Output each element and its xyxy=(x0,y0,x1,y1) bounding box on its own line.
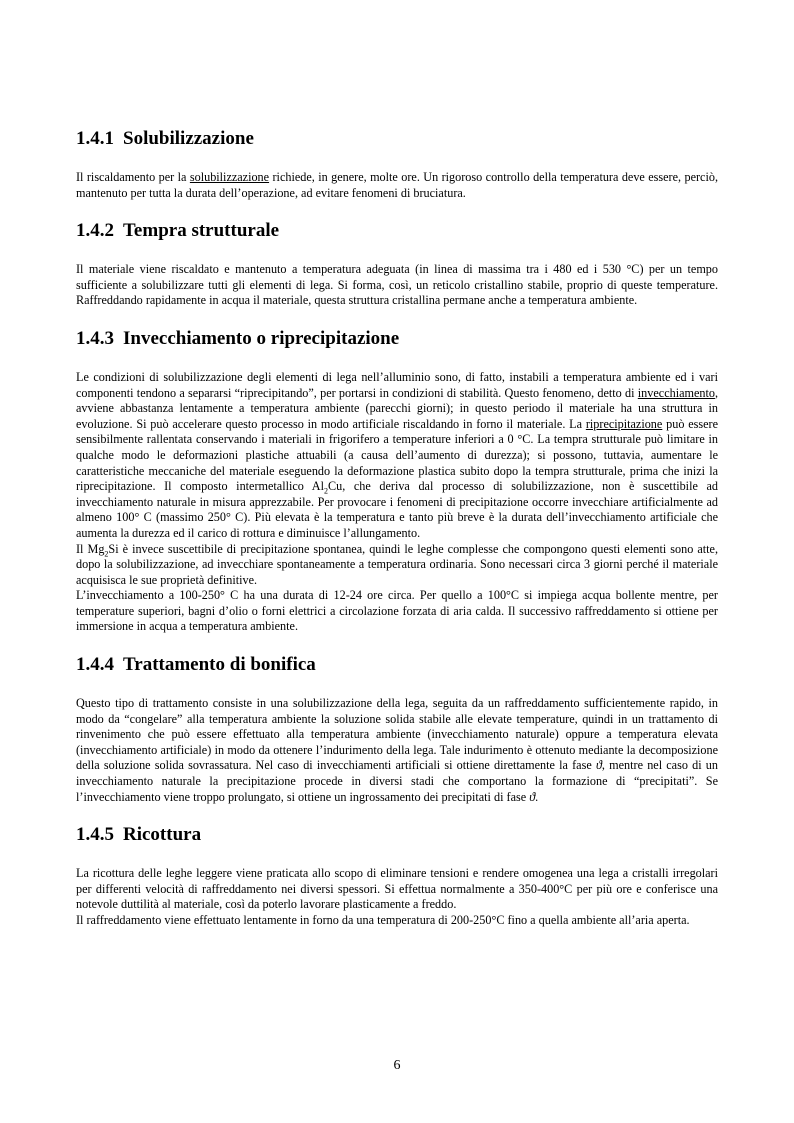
paragraph: L’invecchiamento a 100-250° C ha una durata di 12-24 ore circa. Per quello a 100°C si impiega acqua bollente mentre, per temperature superiori, bagni d’olio o forni elettrici a circolazione forzata di aria calda. Il successivo raffreddamento si ottiene per immersione in acqua a temperatura ambiente. xyxy=(76,588,718,634)
section-title: Ricottura xyxy=(123,824,202,846)
section-title: Tempra strutturale xyxy=(123,220,280,242)
theta-symbol: ϑ xyxy=(595,758,602,773)
section-invecchiamento xyxy=(76,328,718,635)
section-number: 1.4.5 xyxy=(76,824,114,846)
paragraph xyxy=(76,370,718,542)
text-run: Le condizioni di solubilizzazione degli elementi di lega nell’alluminio sono, di fatto, instabili a temperatura ambiente ed i vari componenti tendono a separarsi “riprecipitando”, per portarsi in condizioni di stabilità. Questo fenomeno, detto di xyxy=(76,369,718,400)
section-number: 1.4.1 xyxy=(76,128,114,149)
section-heading xyxy=(76,654,718,676)
section-ricottura xyxy=(76,824,718,928)
subscript: 2 xyxy=(104,548,109,558)
section-number: 1.4.3 xyxy=(76,327,114,349)
text-run: . xyxy=(535,789,539,804)
section-bonifica xyxy=(76,654,718,805)
section-tempra-strutturale xyxy=(76,220,718,309)
subscript: 2 xyxy=(323,486,328,496)
section-solubilizzazione xyxy=(76,128,718,201)
section-heading xyxy=(76,824,718,846)
underlined-term: invecchiamento xyxy=(637,385,715,400)
section-heading xyxy=(76,128,718,150)
paragraph xyxy=(76,170,718,201)
text-run: richiede, in genere, molte ore. Un rigoroso controllo della temperatura deve essere, perciò, mantenuto per tutta la durata dell’operazione, ad evitare fenomeni di bruciatura. xyxy=(76,170,718,200)
text-run: , mentre nel caso di un invecchiamento naturale la precipitazione procede in diversi stadi che comportano la formazione di “precipitati”. Se l’invecchiamento viene troppo prolungato, si ottiene un ingrossamento dei precipitati di fase xyxy=(76,758,718,804)
text-run: Il Mg xyxy=(76,541,105,556)
paragraph: La ricottura delle leghe leggere viene praticata allo scopo di eliminare tensioni e rendere omogenea una lega a cristalli irregolari per differenti velocità di raffreddamento nei diversi spessori. Si effettua normalmente a 350-400°C per più ore e conferisce una notevole duttilità al materiale, così da poterlo lavorare plasticamente a freddo. xyxy=(76,866,718,912)
paragraph xyxy=(76,542,718,589)
underlined-term: riprecipitazione xyxy=(585,416,663,431)
section-title: Solubilizzazione xyxy=(123,128,254,149)
underlined-term: solubilizzazione xyxy=(189,170,270,184)
section-title: Invecchiamento o riprecipitazione xyxy=(123,327,400,349)
section-heading xyxy=(76,220,718,242)
paragraph: Il materiale viene riscaldato e mantenuto a temperatura adeguata (in linea di massima tra i 480 ed i 530 °C) per un tempo sufficiente a solubilizzare tutti gli elementi di lega. Si forma, così, un reticolo cristallino stabile, proprio di queste temperature. Raffreddando rapidamente in acqua il materiale, questa struttura cristallina permane anche a temperatura ambiente. xyxy=(76,262,718,308)
text-run: Il riscaldamento per la xyxy=(76,170,190,184)
text-run: , avviene abbastanza lentamente a temperatura ambiente (parecchi giorni); in questo periodo il materiale ha una struttura in evoluzione. Si può accelerare questo processo in modo artificiale riscaldando in forno il materiale. La xyxy=(76,385,718,431)
document-page xyxy=(76,128,718,948)
text-run: Si è invece suscettibile di precipitazione spontanea, quindi le leghe complesse che compongono questi elementi sono atte, dopo la solubilizzazione, ad invecchiare spontaneamente a temperatura ordinaria. Sono necessari circa 3 giorni perché il materiale acquisisca le sue proprietà definitive. xyxy=(76,541,718,587)
section-title: Trattamento di bonifica xyxy=(123,654,316,676)
section-number: 1.4.4 xyxy=(76,654,114,676)
text-run: Questo tipo di trattamento consiste in una solubilizzazione della lega, seguita da un raffreddamento sufficientemente rapido, in modo da “congelare” alla temperatura ambiente la soluzione solida stabile alle elevate temperature, quindi in un trattamento di rinvenimento che può essere effettuato alla temperatura ambiente (invecchiamento naturale) oppure a temperatura elevata (invecchiamento artificiale) in modo da ottenere l’indurimento della lega. Tale indurimento è ottenuto mediante la decomposizione della soluzione solida sovrassatura. Nel caso di invecchiamenti artificiali si ottiene direttamente la fase xyxy=(76,696,718,773)
paragraph xyxy=(76,696,718,805)
section-heading xyxy=(76,328,718,350)
section-number: 1.4.2 xyxy=(76,220,114,242)
page-number: 6 xyxy=(393,1058,401,1073)
paragraph: Il raffreddamento viene effettuato lentamente in forno da una temperatura di 200-250°C fino a quella ambiente all’aria aperta. xyxy=(76,913,690,927)
text-run: Cu, che deriva dal processo di solubilizzazione, non è suscettibile ad invecchiamento naturale in misura apprezzabile. Per provocare i fenomeni di precipitazione occorre invecchiare artificialmente ad almeno 100° C (massimo 250° C). Più elevata è la temperatura e tanto più breve è la durata dell’invecchiamento artificiale che aumenta la durezza ed il carico di rottura e diminuisce l’allungamento. xyxy=(76,479,718,540)
text-run: può essere sensibilmente rallentata conservando i materiali in frigorifero a temperature inferiori a 0 °C. La tempra strutturale può limitare in qualche modo le deformazioni plastiche attuabili (a causa dell’aumento di durezza); si possono, tuttavia, aumentare le caratteristiche meccaniche del materiale eseguendo la deformazione plastica subito dopo la tempra strutturale, prima che inizi la riprecipitazione. Il composto intermetallico Al xyxy=(76,416,718,494)
theta-symbol: ϑ xyxy=(529,789,536,804)
